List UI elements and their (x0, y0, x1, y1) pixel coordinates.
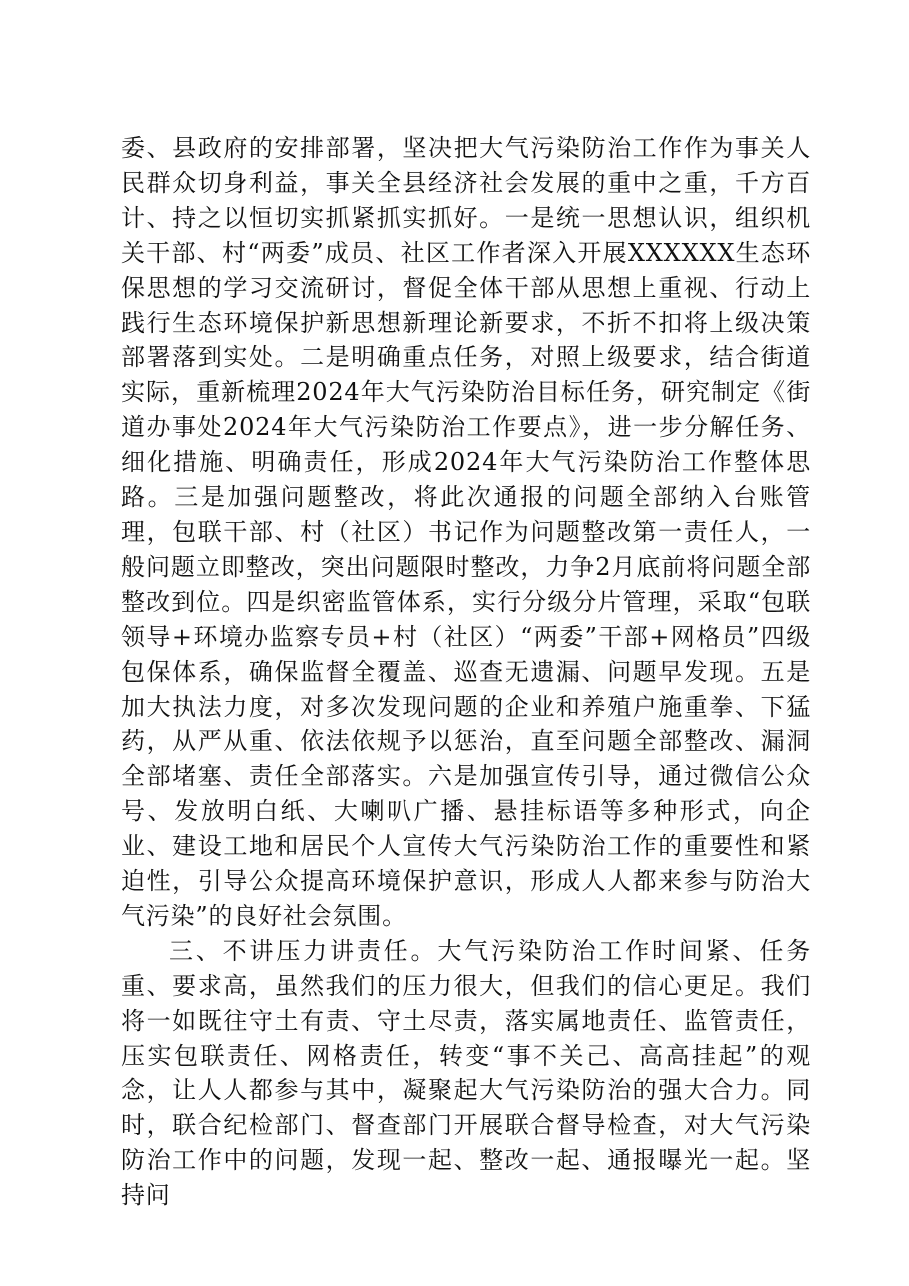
paragraph-text: 委、县政府的安排部署，坚决把大气污染防治工作作为事关人民群众切身利益，事关全县经济社会发展的重中之重，千方百计、持之以恒切实抓紧抓实抓好。一是统一思想认识，组织机关干部、村“两委”成员、社区工作者深入开展XXXXXX生态环保思想的学习交流研讨，督促全体干部从思想上重视、行动上践行生态环境保护新思想新理论新要求，不折不扣将上级决策部署落到实处。二是明确重点任务，对照上级要求，结合街道实际，重新梳理2024年大气污染防治目标任务，研究制定《街道办事处2024年大气污染防治工作要点》，进一步分解任务、细化措施、明确责任，形成2024年大气污染防治工作整体思路。三是加强问题整改，将此次通报的问题全部纳入台账管理，包联干部、村（社区）书记作为问题整改第一责任人，一般问题立即整改，突出问题限时整改，力争2月底前将问题全部整改到位。四是织密监管体系，实行分级分片管理，采取“包联领导+环境办监察专员+村（社区）“两委”干部+网格员”四级包保体系，确保监督全覆盖、巡查无遗漏、问题早发现。五是加大执法力度，对多次发现问题的企业和养殖户施重拳、下猛药，从严从重、依法依规予以惩治，直至问题全部整改、漏洞全部堵塞、责任全部落实。六是加强宣传引导，通过微信公众号、发放明白纸、大喇叭广播、悬挂标语等多种形式，向企业、建设工地和居民个人宣传大气污染防治工作的重要性和紧迫性，引导公众提高环境保护意识，形成人人都来参与防治大气污染”的良好社会氛围。 (121, 134, 811, 930)
paragraph-continued (121, 131, 811, 934)
paragraph-section-three (121, 934, 811, 1213)
section-heading: 三、不讲压力讲责任。 (169, 936, 438, 965)
document-body (121, 131, 811, 1213)
paragraph-text: 大气污染防治工作时间紧、任务重、要求高，虽然我们的压力很大，但我们的信心更足。我们将一如既往守土有责、守土尽责，落实属地责任、监管责任，压实包联责任、网格责任，转变“事不关己、高高挂起”的观念，让人人都参与其中，凝聚起大气污染防治的强大合力。同时，联合纪检部门、督查部门开展联合督导检查，对大气污染防治工作中的问题，发现一起、整改一起、通报曝光一起。坚持问 (121, 936, 812, 1210)
